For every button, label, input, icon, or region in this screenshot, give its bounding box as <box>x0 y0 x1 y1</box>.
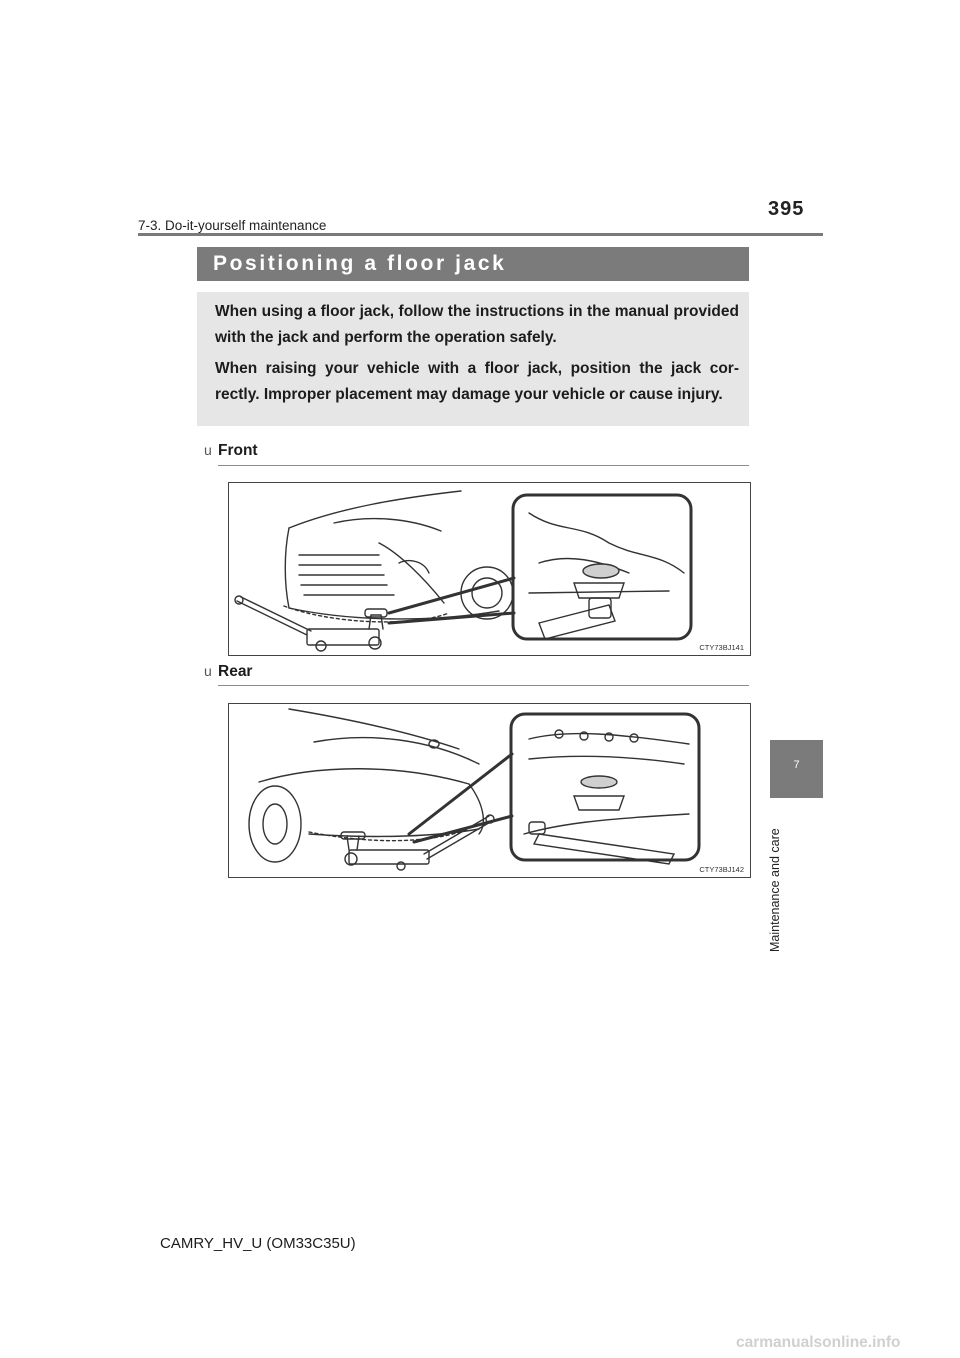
front-jack-illustration <box>229 483 750 655</box>
page-title: Positioning a floor jack <box>213 252 507 275</box>
front-divider <box>218 465 749 466</box>
section-title: 7-3. Do-it-yourself maintenance <box>138 218 327 233</box>
bullet-icon: u <box>204 663 212 679</box>
rear-figure <box>228 703 751 878</box>
page-number: 395 <box>768 198 805 220</box>
info-paragraph-1: When using a floor jack, follow the instructions in the manual provided with the jack and perform the operation safely. <box>215 303 739 346</box>
chapter-tab <box>770 740 823 798</box>
info-paragraph-2: When raising your vehicle with a floor jack, position the jack cor- rectly. Improper placement may damage your vehicle or cause injury. <box>215 360 739 403</box>
rear-jack-illustration <box>229 704 750 877</box>
rear-heading-label: Rear <box>218 663 253 680</box>
model-footer: CAMRY_HV_U (OM33C35U) <box>160 1235 356 1252</box>
front-figure-code: CTY73BJ141 <box>699 643 744 652</box>
info-box <box>197 292 749 426</box>
bullet-icon: u <box>204 442 212 458</box>
header-divider <box>138 233 823 236</box>
front-heading-label: Front <box>218 442 258 459</box>
rear-heading <box>204 663 253 681</box>
rear-figure-code: CTY73BJ142 <box>699 865 744 874</box>
front-figure <box>228 482 751 656</box>
chapter-number: 7 <box>793 759 800 771</box>
chapter-label: Maintenance and care <box>768 828 782 952</box>
front-heading <box>204 442 258 460</box>
rear-divider <box>218 685 749 686</box>
watermark: carmanualsonline.info <box>736 1334 901 1351</box>
